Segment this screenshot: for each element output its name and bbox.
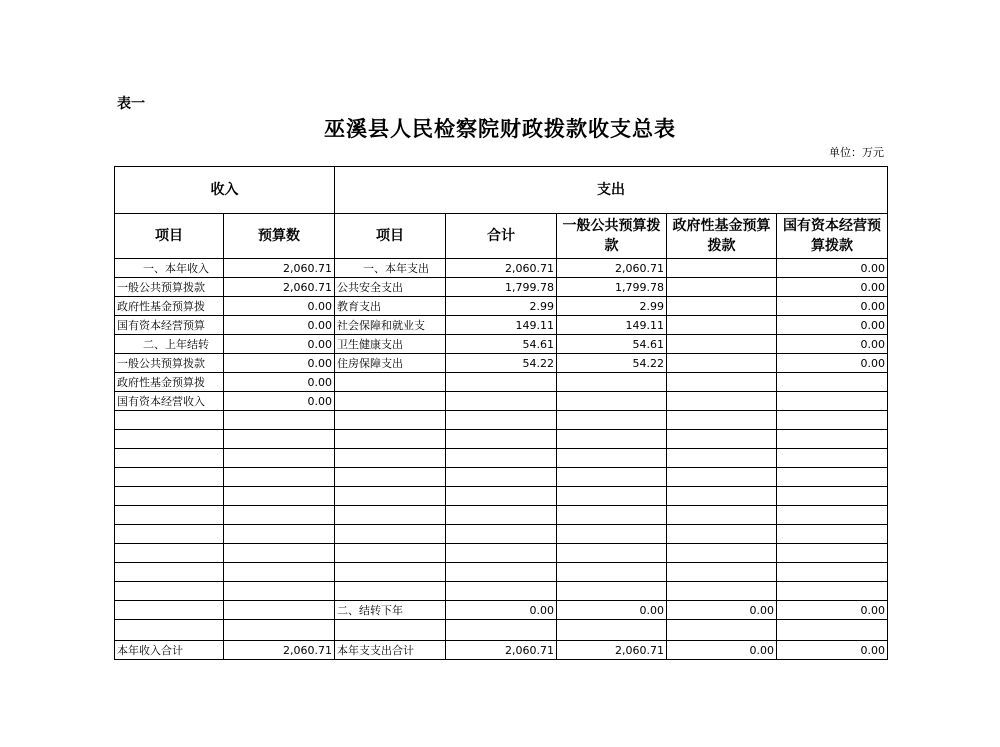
expense-state-cell: 0.00 [777, 335, 888, 354]
budget-table [114, 166, 888, 660]
expense-general-cell [557, 373, 667, 392]
expense-item-cell [335, 582, 446, 601]
income-item-cell [115, 601, 224, 620]
income-value-cell: 0.00 [224, 392, 335, 411]
expense-fund-cell: 0.00 [667, 641, 777, 660]
expense-state-cell: 0.00 [777, 316, 888, 335]
income-item-cell: 一般公共预算拨款 [115, 278, 224, 297]
income-value-cell [224, 430, 335, 449]
expense-item-cell [335, 620, 446, 641]
expense-general-cell [557, 430, 667, 449]
expense-total-cell [446, 430, 557, 449]
expense-fund-cell [667, 430, 777, 449]
expense-state-cell: 0.00 [777, 601, 888, 620]
expense-item-cell [335, 392, 446, 411]
table-row [115, 354, 888, 373]
expense-general-cell: 2,060.71 [557, 259, 667, 278]
expense-state-cell: 0.00 [777, 278, 888, 297]
table-row [115, 316, 888, 335]
income-item-cell: 国有资本经营收入 [115, 392, 224, 411]
table-row-empty [115, 620, 888, 641]
income-item-cell: 一、本年收入 [115, 259, 224, 278]
header-row-columns [115, 214, 888, 259]
total-row [115, 641, 888, 660]
expense-item-cell [335, 430, 446, 449]
expense-fund-cell [667, 487, 777, 506]
unit-label: 单位：万元 [829, 146, 884, 159]
expense-fund-cell [667, 468, 777, 487]
table-row-empty [115, 506, 888, 525]
income-value-cell: 0.00 [224, 297, 335, 316]
expense-total-cell: 149.11 [446, 316, 557, 335]
expense-item-cell [335, 525, 446, 544]
col-header-general: 一般公共预算拨款 [557, 214, 667, 259]
expense-item-cell: 住房保障支出 [335, 354, 446, 373]
table-tag: 表一 [117, 96, 145, 112]
col-header-fund: 政府性基金预算拨款 [667, 214, 777, 259]
expense-state-cell [777, 563, 888, 582]
expense-item-cell: 教育支出 [335, 297, 446, 316]
expense-total-cell [446, 449, 557, 468]
income-item-cell: 政府性基金预算拨 [115, 373, 224, 392]
expense-state-cell [777, 392, 888, 411]
income-value-cell: 2,060.71 [224, 278, 335, 297]
expense-fund-cell [667, 297, 777, 316]
table-row-empty [115, 430, 888, 449]
expense-state-cell [777, 544, 888, 563]
col-header-budget: 预算数 [224, 214, 335, 259]
income-value-cell [224, 468, 335, 487]
income-value-cell [224, 506, 335, 525]
expense-fund-cell: 0.00 [667, 601, 777, 620]
expense-state-cell: 0.00 [777, 354, 888, 373]
col-header-state: 国有资本经营预算拨款 [777, 214, 888, 259]
table-row [115, 278, 888, 297]
expense-total-cell [446, 411, 557, 430]
expense-state-cell [777, 525, 888, 544]
table-row-empty [115, 563, 888, 582]
table-body [115, 167, 888, 660]
expense-general-cell [557, 525, 667, 544]
page-title: 巫溪县人民检察院财政拨款收支总表 [324, 116, 676, 141]
table-row [115, 392, 888, 411]
expense-state-cell [777, 468, 888, 487]
expense-item-cell: 本年支支出合计 [335, 641, 446, 660]
income-item-cell: 本年收入合计 [115, 641, 224, 660]
expense-item-cell [335, 411, 446, 430]
income-item-cell: 二、上年结转 [115, 335, 224, 354]
expense-state-cell [777, 373, 888, 392]
income-item-cell [115, 563, 224, 582]
income-item-cell: 国有资本经营预算 [115, 316, 224, 335]
expense-total-cell: 0.00 [446, 601, 557, 620]
expense-state-cell: 0.00 [777, 641, 888, 660]
expense-item-cell: 社会保障和就业支 [335, 316, 446, 335]
expense-general-cell [557, 449, 667, 468]
income-item-cell [115, 487, 224, 506]
expense-state-cell [777, 487, 888, 506]
expense-fund-cell [667, 335, 777, 354]
income-item-cell: 一般公共预算拨款 [115, 354, 224, 373]
expense-general-cell: 54.22 [557, 354, 667, 373]
table-row-empty [115, 468, 888, 487]
expense-state-cell: 0.00 [777, 297, 888, 316]
income-value-cell [224, 487, 335, 506]
income-value-cell: 0.00 [224, 316, 335, 335]
table-row [115, 335, 888, 354]
expense-general-cell: 2,060.71 [557, 641, 667, 660]
expense-total-cell [446, 620, 557, 641]
expense-general-cell [557, 582, 667, 601]
expense-item-cell [335, 468, 446, 487]
income-value-cell [224, 620, 335, 641]
expense-general-cell [557, 563, 667, 582]
table-row-empty [115, 449, 888, 468]
expense-state-cell: 0.00 [777, 259, 888, 278]
table-row [115, 373, 888, 392]
expense-general-cell [557, 544, 667, 563]
income-value-cell [224, 449, 335, 468]
expense-total-cell: 1,799.78 [446, 278, 557, 297]
table-row-empty [115, 544, 888, 563]
income-value-cell: 2,060.71 [224, 259, 335, 278]
income-item-cell [115, 544, 224, 563]
expense-fund-cell [667, 373, 777, 392]
expense-total-cell [446, 392, 557, 411]
expense-item-cell [335, 563, 446, 582]
expense-fund-cell [667, 449, 777, 468]
expense-general-cell [557, 468, 667, 487]
expense-total-cell [446, 563, 557, 582]
expense-fund-cell [667, 278, 777, 297]
expense-state-cell [777, 430, 888, 449]
expense-item-cell: 二、结转下年 [335, 601, 446, 620]
expense-state-cell [777, 582, 888, 601]
col-header-total: 合计 [446, 214, 557, 259]
expense-total-cell: 54.61 [446, 335, 557, 354]
expense-general-cell [557, 620, 667, 641]
expense-total-cell [446, 487, 557, 506]
expense-fund-cell [667, 544, 777, 563]
expense-item-cell: 公共安全支出 [335, 278, 446, 297]
income-value-cell [224, 582, 335, 601]
income-item-cell [115, 411, 224, 430]
income-value-cell [224, 601, 335, 620]
expense-state-cell [777, 449, 888, 468]
expense-fund-cell [667, 506, 777, 525]
income-item-cell [115, 620, 224, 641]
income-value-cell [224, 411, 335, 430]
expense-total-cell [446, 373, 557, 392]
income-value-cell: 2,060.71 [224, 641, 335, 660]
income-item-cell: 政府性基金预算拨 [115, 297, 224, 316]
expense-total-cell [446, 506, 557, 525]
table-row-empty [115, 525, 888, 544]
expense-item-cell [335, 487, 446, 506]
expense-fund-cell [667, 354, 777, 373]
expense-header: 支出 [335, 167, 888, 214]
expense-general-cell [557, 392, 667, 411]
income-value-cell: 0.00 [224, 354, 335, 373]
income-item-cell [115, 582, 224, 601]
income-item-cell [115, 506, 224, 525]
expense-general-cell: 2.99 [557, 297, 667, 316]
expense-item-cell [335, 544, 446, 563]
expense-fund-cell [667, 411, 777, 430]
income-value-cell: 0.00 [224, 335, 335, 354]
expense-total-cell [446, 544, 557, 563]
expense-general-cell [557, 487, 667, 506]
expense-total-cell: 2.99 [446, 297, 557, 316]
expense-general-cell [557, 506, 667, 525]
income-value-cell [224, 563, 335, 582]
expense-item-cell: 一、本年支出 [335, 259, 446, 278]
expense-state-cell [777, 411, 888, 430]
income-item-cell [115, 430, 224, 449]
expense-fund-cell [667, 525, 777, 544]
income-header: 收入 [115, 167, 335, 214]
income-item-cell [115, 468, 224, 487]
table-row [115, 297, 888, 316]
expense-fund-cell [667, 259, 777, 278]
expense-fund-cell [667, 620, 777, 641]
header-row-top [115, 167, 888, 214]
expense-item-cell [335, 373, 446, 392]
income-value-cell [224, 544, 335, 563]
expense-fund-cell [667, 316, 777, 335]
expense-fund-cell [667, 392, 777, 411]
expense-fund-cell [667, 582, 777, 601]
expense-item-cell [335, 506, 446, 525]
table-row [115, 259, 888, 278]
expense-total-cell [446, 582, 557, 601]
expense-item-cell: 卫生健康支出 [335, 335, 446, 354]
col-header-expense-item: 项目 [335, 214, 446, 259]
expense-total-cell: 2,060.71 [446, 641, 557, 660]
expense-state-cell [777, 506, 888, 525]
expense-general-cell: 0.00 [557, 601, 667, 620]
expense-total-cell [446, 468, 557, 487]
expense-state-cell [777, 620, 888, 641]
income-item-cell [115, 449, 224, 468]
carry-forward-row [115, 601, 888, 620]
table-row-empty [115, 411, 888, 430]
expense-item-cell [335, 449, 446, 468]
expense-total-cell: 2,060.71 [446, 259, 557, 278]
expense-general-cell [557, 411, 667, 430]
expense-general-cell: 1,799.78 [557, 278, 667, 297]
table-row-empty [115, 487, 888, 506]
expense-general-cell: 149.11 [557, 316, 667, 335]
expense-total-cell [446, 525, 557, 544]
expense-general-cell: 54.61 [557, 335, 667, 354]
income-value-cell [224, 525, 335, 544]
income-item-cell [115, 525, 224, 544]
income-value-cell: 0.00 [224, 373, 335, 392]
table-row-empty [115, 582, 888, 601]
expense-fund-cell [667, 563, 777, 582]
col-header-income-item: 项目 [115, 214, 224, 259]
expense-total-cell: 54.22 [446, 354, 557, 373]
